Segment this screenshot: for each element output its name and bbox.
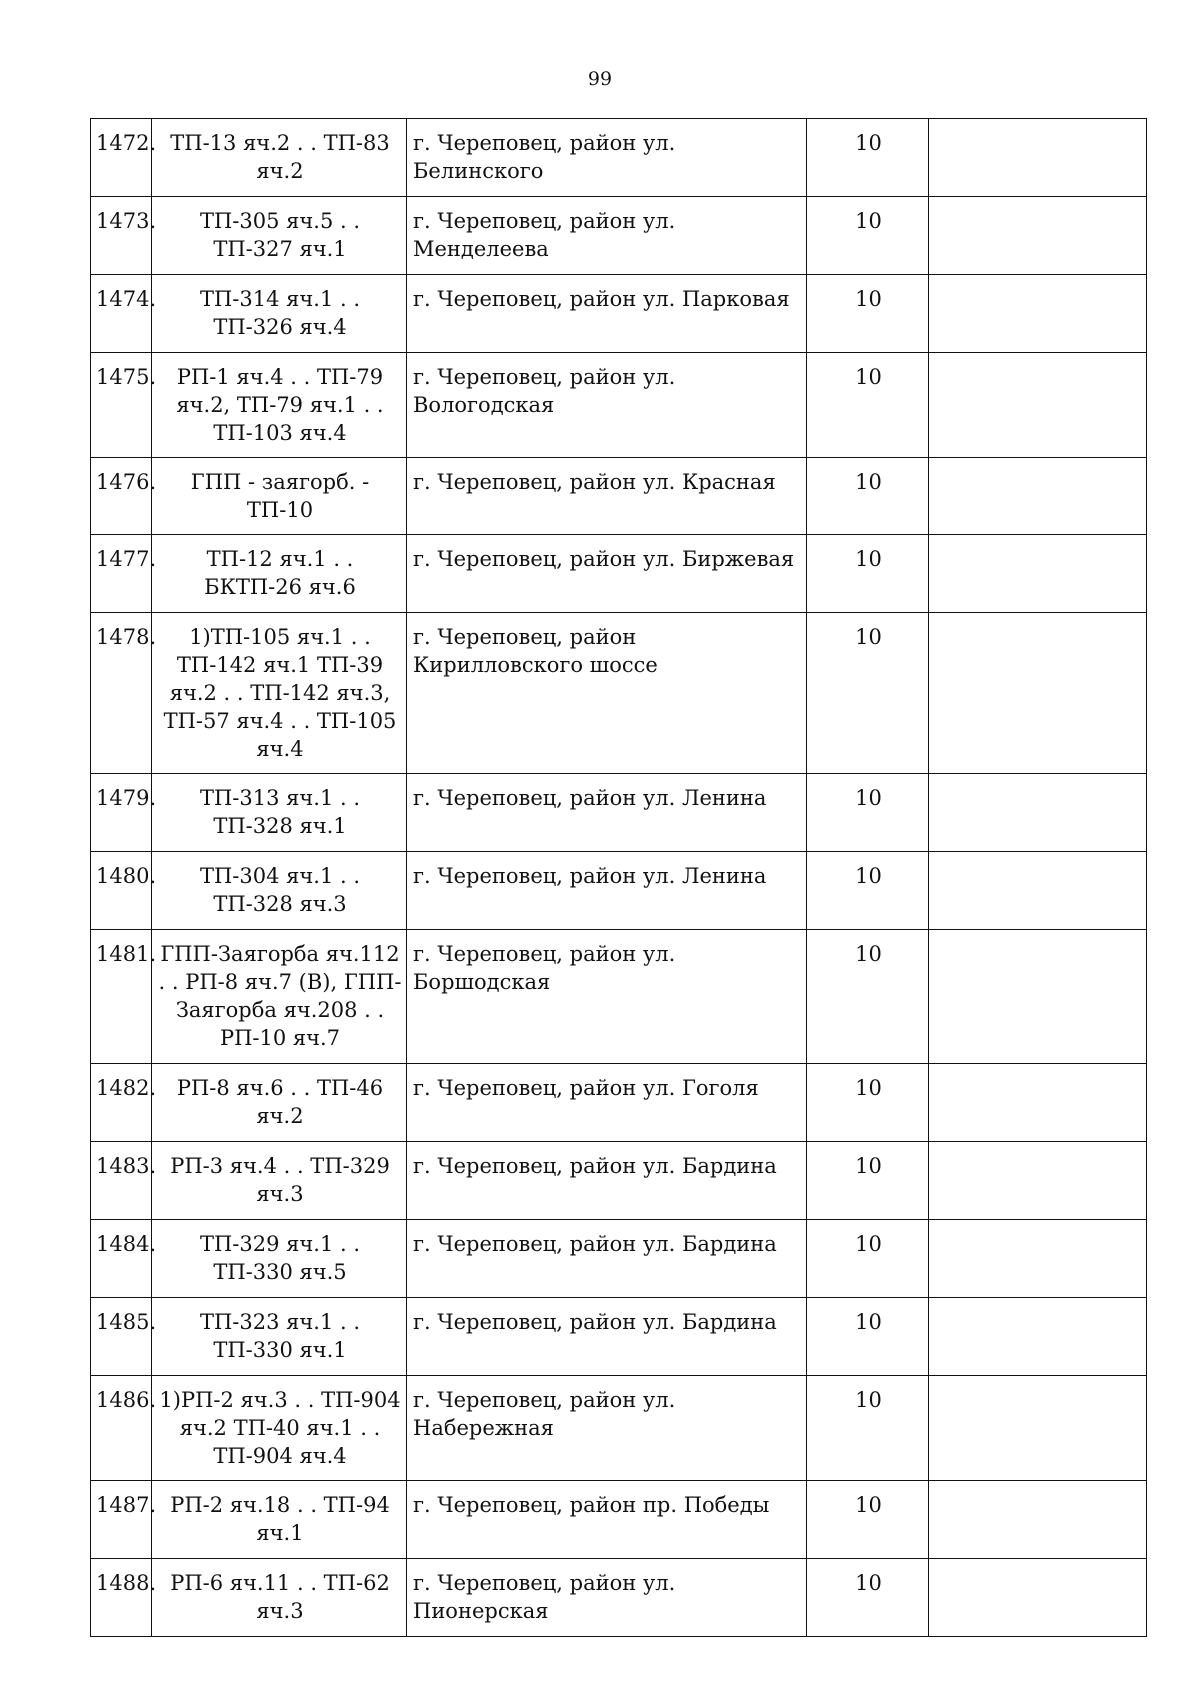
note-cell: [929, 119, 1147, 197]
address: г. Череповец, район ул. Менделеева: [407, 197, 807, 275]
note-cell: [929, 930, 1147, 1064]
note-cell: [929, 613, 1147, 774]
line-segment: ГПП - заягорб. - ТП-10: [152, 458, 407, 535]
address: г. Череповец, район ул. Бардина: [407, 1142, 807, 1220]
row-number: 1484.: [91, 1220, 152, 1298]
address: г. Череповец, район ул. Пионерская: [407, 1559, 807, 1637]
note-cell: [929, 1064, 1147, 1142]
table-row: [91, 535, 1147, 613]
voltage-value: 10: [807, 535, 929, 613]
row-number: 1477.: [91, 535, 152, 613]
line-segment: ТП-304 яч.1 . . ТП-328 яч.3: [152, 852, 407, 930]
note-cell: [929, 774, 1147, 852]
note-cell: [929, 852, 1147, 930]
voltage-value: 10: [807, 1376, 929, 1481]
row-number: 1476.: [91, 458, 152, 535]
line-segment: 1)РП-2 яч.3 . . ТП-904 яч.2 ТП-40 яч.1 . . ТП-904 яч.4: [152, 1376, 407, 1481]
address: г. Череповец, район ул. Набережная: [407, 1376, 807, 1481]
note-cell: [929, 1298, 1147, 1376]
table-row: [91, 1142, 1147, 1220]
address: г. Череповец, район Кирилловского шоссе: [407, 613, 807, 774]
table-row: [91, 1298, 1147, 1376]
address: г. Череповец, район ул. Бардина: [407, 1220, 807, 1298]
table-row: [91, 1220, 1147, 1298]
voltage-value: 10: [807, 458, 929, 535]
address: г. Череповец, район ул. Ленина: [407, 852, 807, 930]
address: г. Череповец, район ул. Бардина: [407, 1298, 807, 1376]
address: г. Череповец, район ул. Вологодская: [407, 353, 807, 458]
row-number: 1474.: [91, 275, 152, 353]
row-number: 1473.: [91, 197, 152, 275]
row-number: 1480.: [91, 852, 152, 930]
address: г. Череповец, район ул. Гоголя: [407, 1064, 807, 1142]
note-cell: [929, 1376, 1147, 1481]
row-number: 1478.: [91, 613, 152, 774]
row-number: 1479.: [91, 774, 152, 852]
table-row: [91, 1481, 1147, 1559]
objects-table: [90, 118, 1147, 1637]
row-number: 1482.: [91, 1064, 152, 1142]
line-segment: ГПП-Заягорба яч.112 . . РП-8 яч.7 (В), ГПП-Заягорба яч.208 . . РП-10 яч.7: [152, 930, 407, 1064]
note-cell: [929, 1142, 1147, 1220]
line-segment: РП-8 яч.6 . . ТП-46 яч.2: [152, 1064, 407, 1142]
voltage-value: 10: [807, 1064, 929, 1142]
note-cell: [929, 458, 1147, 535]
line-segment: РП-3 яч.4 . . ТП-329 яч.3: [152, 1142, 407, 1220]
table-row: [91, 930, 1147, 1064]
voltage-value: 10: [807, 275, 929, 353]
table-row: [91, 275, 1147, 353]
voltage-value: 10: [807, 774, 929, 852]
row-number: 1483.: [91, 1142, 152, 1220]
voltage-value: 10: [807, 1142, 929, 1220]
row-number: 1485.: [91, 1298, 152, 1376]
note-cell: [929, 197, 1147, 275]
voltage-value: 10: [807, 1481, 929, 1559]
row-number: 1487.: [91, 1481, 152, 1559]
note-cell: [929, 1481, 1147, 1559]
note-cell: [929, 535, 1147, 613]
line-segment: ТП-13 яч.2 . . ТП-83 яч.2: [152, 119, 407, 197]
address: г. Череповец, район ул. Красная: [407, 458, 807, 535]
row-number: 1475.: [91, 353, 152, 458]
row-number: 1488.: [91, 1559, 152, 1637]
note-cell: [929, 353, 1147, 458]
address: г. Череповец, район ул. Парковая: [407, 275, 807, 353]
voltage-value: 10: [807, 353, 929, 458]
page-number: 99: [587, 68, 613, 90]
table-row: [91, 613, 1147, 774]
line-segment: ТП-12 яч.1 . . БКТП-26 яч.6: [152, 535, 407, 613]
line-segment: ТП-329 яч.1 . . ТП-330 яч.5: [152, 1220, 407, 1298]
address: г. Череповец, район пр. Победы: [407, 1481, 807, 1559]
note-cell: [929, 275, 1147, 353]
note-cell: [929, 1559, 1147, 1637]
line-segment: РП-1 яч.4 . . ТП-79 яч.2, ТП-79 яч.1 . . ТП-103 яч.4: [152, 353, 407, 458]
line-segment: ТП-314 яч.1 . . ТП-326 яч.4: [152, 275, 407, 353]
address: г. Череповец, район ул. Боршодская: [407, 930, 807, 1064]
row-number: 1472.: [91, 119, 152, 197]
note-cell: [929, 1220, 1147, 1298]
line-segment: ТП-305 яч.5 . . ТП-327 яч.1: [152, 197, 407, 275]
line-segment: ТП-323 яч.1 . . ТП-330 яч.1: [152, 1298, 407, 1376]
line-segment: РП-2 яч.18 . . ТП-94 яч.1: [152, 1481, 407, 1559]
address: г. Череповец, район ул. Биржевая: [407, 535, 807, 613]
line-segment: ТП-313 яч.1 . . ТП-328 яч.1: [152, 774, 407, 852]
voltage-value: 10: [807, 119, 929, 197]
voltage-value: 10: [807, 197, 929, 275]
table-row: [91, 353, 1147, 458]
voltage-value: 10: [807, 1559, 929, 1637]
voltage-value: 10: [807, 930, 929, 1064]
line-segment: РП-6 яч.11 . . ТП-62 яч.3: [152, 1559, 407, 1637]
table-row: [91, 197, 1147, 275]
address: г. Череповец, район ул. Белинского: [407, 119, 807, 197]
table-row: [91, 119, 1147, 197]
table-row: [91, 1376, 1147, 1481]
address: г. Череповец, район ул. Ленина: [407, 774, 807, 852]
voltage-value: 10: [807, 1298, 929, 1376]
table-row: [91, 458, 1147, 535]
row-number: 1486.: [91, 1376, 152, 1481]
voltage-value: 10: [807, 1220, 929, 1298]
table-row: [91, 774, 1147, 852]
table-row: [91, 1064, 1147, 1142]
row-number: 1481.: [91, 930, 152, 1064]
table-row: [91, 852, 1147, 930]
table-row: [91, 1559, 1147, 1637]
voltage-value: 10: [807, 613, 929, 774]
line-segment: 1)ТП-105 яч.1 . . ТП-142 яч.1 ТП-39 яч.2 . . ТП-142 яч.3, ТП-57 яч.4 . . ТП-105 яч.4: [152, 613, 407, 774]
voltage-value: 10: [807, 852, 929, 930]
